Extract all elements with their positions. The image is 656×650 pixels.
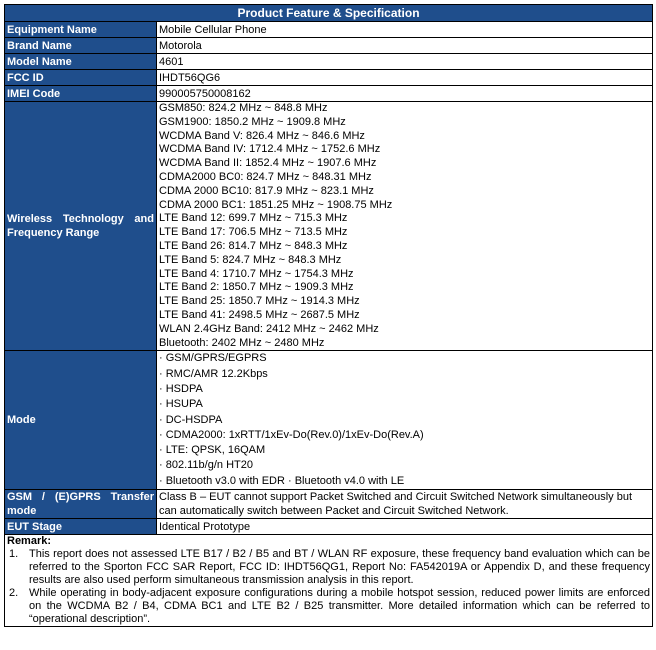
- remark-cell: [5, 535, 653, 627]
- list-item: LTE Band 26: 814.7 MHz ~ 848.3 MHz: [159, 239, 348, 252]
- row-label: Equipment Name: [5, 22, 157, 38]
- list-item: · GSM/GPRS/EGPRS: [159, 352, 267, 365]
- table-row-remark: [5, 535, 653, 627]
- list-item: WLAN 2.4GHz Band: 2412 MHz ~ 2462 MHz: [159, 322, 379, 335]
- row-value: Motorola: [157, 38, 653, 54]
- row-label: GSM / (E)GPRS Transfer mode: [5, 490, 157, 519]
- list-item: WCDMA Band IV: 1712.4 MHz ~ 1752.6 MHz: [159, 143, 381, 156]
- table-row-equipment-name: [5, 22, 653, 38]
- list-item: · RMC/AMR 12.2Kbps: [159, 367, 268, 380]
- table-row-fcc-id: [5, 70, 653, 86]
- list-item: · LTE: QPSK, 16QAM: [159, 444, 266, 457]
- list-item: GSM1900: 1850.2 MHz ~ 1909.8 MHz: [159, 115, 346, 128]
- table-row-wireless: [5, 102, 653, 351]
- list-item: CDMA2000 BC0: 824.7 MHz ~ 848.31 MHz: [159, 170, 372, 183]
- table-row-mode: [5, 351, 653, 490]
- list-item: LTE Band 17: 706.5 MHz ~ 713.5 MHz: [159, 226, 348, 239]
- row-label: EUT Stage: [5, 519, 157, 535]
- spec-table: [4, 4, 653, 627]
- list-item: · CDMA2000: 1xRTT/1xEv-Do(Rev.0)/1xEv-Do(Rev.A): [159, 428, 424, 441]
- table-row-eut-stage: [5, 519, 653, 535]
- row-value: 990005750008162: [157, 86, 653, 102]
- row-value: Mobile Cellular Phone: [157, 22, 653, 38]
- remark-title: Remark:: [7, 535, 52, 548]
- list-item: LTE Band 2: 1850.7 MHz ~ 1909.3 MHz: [159, 281, 354, 294]
- table-title: Product Feature & Specification: [5, 5, 653, 22]
- row-label: Mode: [5, 351, 157, 490]
- list-item: · Bluetooth v3.0 with EDR · Bluetooth v4.0 with LE: [159, 474, 405, 487]
- remark-text: While operating in body-adjacent exposure configurations during a mobile hotspot session, reduced power limits are enforced on the WCDMA B2 / B4, CDMA BC1 and LTE B2 / B25 transmitter. More detailed information which can be referred to “operational description”.: [29, 587, 651, 626]
- list-item: LTE Band 5: 824.7 MHz ~ 848.3 MHz: [159, 253, 342, 266]
- list-item: CDMA 2000 BC10: 817.9 MHz ~ 823.1 MHz: [159, 184, 374, 197]
- table-row-imei-code: [5, 86, 653, 102]
- row-value: Identical Prototype: [157, 519, 653, 535]
- row-label: Brand Name: [5, 38, 157, 54]
- list-item: LTE Band 12: 699.7 MHz ~ 715.3 MHz: [159, 212, 348, 225]
- row-label: Model Name: [5, 54, 157, 70]
- remark-text: This report does not assessed LTE B17 / B2 / B5 and BT / WLAN RF exposure, these frequency band evaluation which can be referred to the Sporton FCC SAR Report, FCC ID: IHDT56QG1, Report No: FA542019A or Appendix D, and these frequency results are also used perform simultaneous transmission analysis in this report.: [29, 548, 651, 587]
- list-item: WCDMA Band V: 826.4 MHz ~ 846.6 MHz: [159, 129, 365, 142]
- mode-values: [157, 351, 653, 490]
- list-item: · HSUPA: [159, 398, 203, 411]
- list-item: · DC-HSDPA: [159, 413, 223, 426]
- list-item: LTE Band 41: 2498.5 MHz ~ 2687.5 MHz: [159, 308, 360, 321]
- remark-number: 1.: [9, 548, 19, 561]
- row-value: IHDT56QG6: [157, 70, 653, 86]
- list-item: LTE Band 4: 1710.7 MHz ~ 1754.3 MHz: [159, 267, 354, 280]
- list-item: Bluetooth: 2402 MHz ~ 2480 MHz: [159, 336, 325, 349]
- table-row-model-name: [5, 54, 653, 70]
- row-label: IMEI Code: [5, 86, 157, 102]
- list-item: WCDMA Band II: 1852.4 MHz ~ 1907.6 MHz: [159, 157, 377, 170]
- table-row-gsm-transfer: [5, 490, 653, 519]
- list-item: · 802.11b/g/n HT20: [159, 459, 253, 472]
- row-value: 4601: [157, 54, 653, 70]
- list-item: · HSDPA: [159, 382, 203, 395]
- list-item: GSM850: 824.2 MHz ~ 848.8 MHz: [159, 102, 328, 114]
- row-value: Class B – EUT cannot support Packet Switched and Circuit Switched Network simultaneously but can automatically switch between Packet and Circuit Switched Network.: [157, 490, 653, 519]
- remark-item: [7, 548, 650, 587]
- remark-item: [7, 587, 650, 626]
- row-label: Wireless Technology and Frequency Range: [5, 102, 157, 351]
- table-row-brand-name: [5, 38, 653, 54]
- list-item: LTE Band 25: 1850.7 MHz ~ 1914.3 MHz: [159, 295, 360, 308]
- list-item: CDMA 2000 BC1: 1851.25 MHz ~ 1908.75 MHz: [159, 198, 393, 211]
- wireless-values: [157, 102, 653, 351]
- row-label: FCC ID: [5, 70, 157, 86]
- remark-number: 2.: [9, 587, 19, 600]
